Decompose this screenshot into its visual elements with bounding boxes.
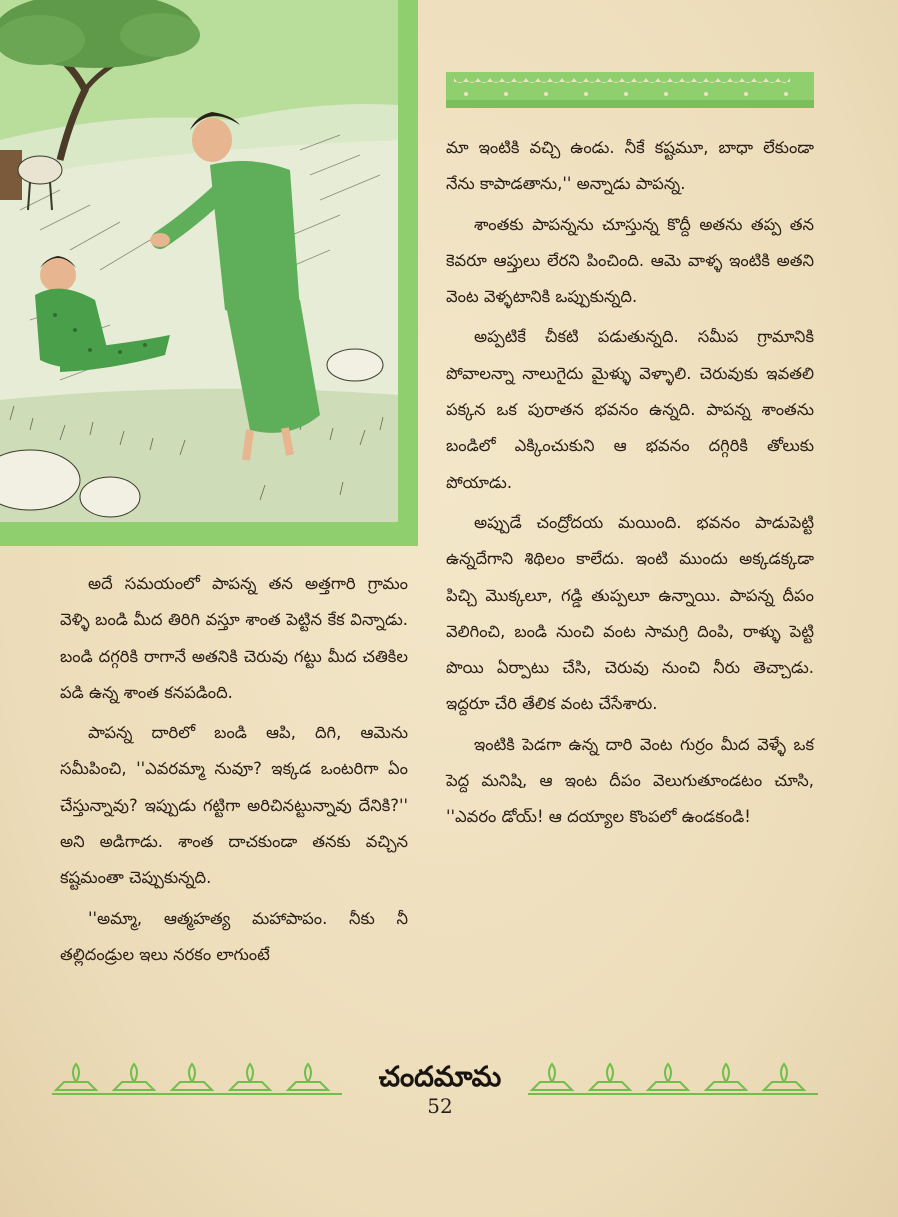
magazine-title: చందమామ	[378, 1060, 502, 1093]
illustration-drawing	[0, 0, 398, 522]
paragraph: అదే సమయంలో పాపన్న తన అత్తగారి గ్రామం వెళ్ళి బండి మీద తిరిగి వస్తూ శాంత పెట్టిన కేక విన్నాడు. బండి దగ్గరికి రాగానే అతనికి చెరువు గట్టు మీద చతికిల పడి ఉన్న శాంత కనపడింది.	[60, 574, 408, 702]
paragraph: మా ఇంటికి వచ్చి ఉండు. నీకే కష్టమూ, బాధా లేకుండా నేను కాపాడతాను,'' అన్నాడు పాపన్న.	[446, 138, 814, 194]
paragraph: అప్పటికే చీకటి పడుతున్నది. సమీప గ్రామానికి పోవాలన్నా నాలుగైదు మైళ్ళు వెళ్ళాలి. చెరువుకు ఇవతలి పక్కన ఒక పురాతన భవనం ఉన్నది. పాపన్న శాంతను బండిలో ఎక్కించుకుని ఆ భవనం దగ్గిరికి తోలుకు పోయాడు.	[446, 327, 814, 492]
decorative-top-border	[446, 72, 814, 108]
paragraph: శాంతకు పాపన్నను చూస్తున్న కొద్దీ అతను తప్ప తన కెవరూ ఆప్తులు లేరని పించింది. ఆమె వాళ్ళ ఇంటికి అతని వెంట వెళ్ళటానికి ఒప్పుకున్నది.	[446, 214, 814, 307]
left-text-column	[60, 566, 408, 973]
page-number: 52	[427, 1094, 453, 1118]
paragraph: అప్పుడే చంద్రోదయ మయింది. భవనం పాడుపెట్టి ఉన్నదేగాని శిథిలం కాలేదు. ఇంటి ముందు అక్కడక్కడా పిచ్చి మొక్కలూ, గడ్డి తుప్పలూ ఉన్నాయి. పాపన్న దీపం వెలిగించి, బండి నుంచి వంట సామగ్రి దింపి, రాళ్ళు పెట్టి పొయి ఏర్పాటు చేసి, చెరువు నుంచి నీరు తెచ్చాడు. ఇద్దరూ చేరి తేలిక వంట చేసేశారు.	[446, 512, 814, 714]
illustration-scene	[0, 0, 398, 522]
paragraph: ఇంటికి పెడగా ఉన్న దారి వెంట గుర్రం మీద వెళ్ళే ఒక పెద్ద మనిషి, ఆ ఇంట దీపం వెలుగుతూండటం చూసి, ''ఎవరం డోయ్! ఆ దయ్యాల కొంపలో ఉండకండి!	[446, 734, 814, 827]
paragraph: పాపన్న దారిలో బండి ఆపి, దిగి, ఆమెను సమీపించి, ''ఎవరమ్మా నువూ? ఇక్కడ ఒంటరిగా ఏం చేస్తున్నావు? ఇప్పుడు గట్టిగా అరిచినట్టున్నావు దేనికి?'' అని అడిగాడు. శాంత దాచకుండా తనకు వచ్చిన కష్టమంతా చెప్పుకున్నది.	[60, 723, 408, 888]
decorative-lamps-left	[52, 1060, 342, 1098]
decorative-lamps-right	[528, 1060, 818, 1098]
right-text-column	[446, 130, 814, 836]
paragraph: ''అమ్మా, ఆత్మహత్య మహాపాపం. నీకు నీ తల్లిదండ్రుల ఇలు నరకం లాగుంటే	[60, 908, 408, 964]
story-illustration	[0, 0, 418, 546]
